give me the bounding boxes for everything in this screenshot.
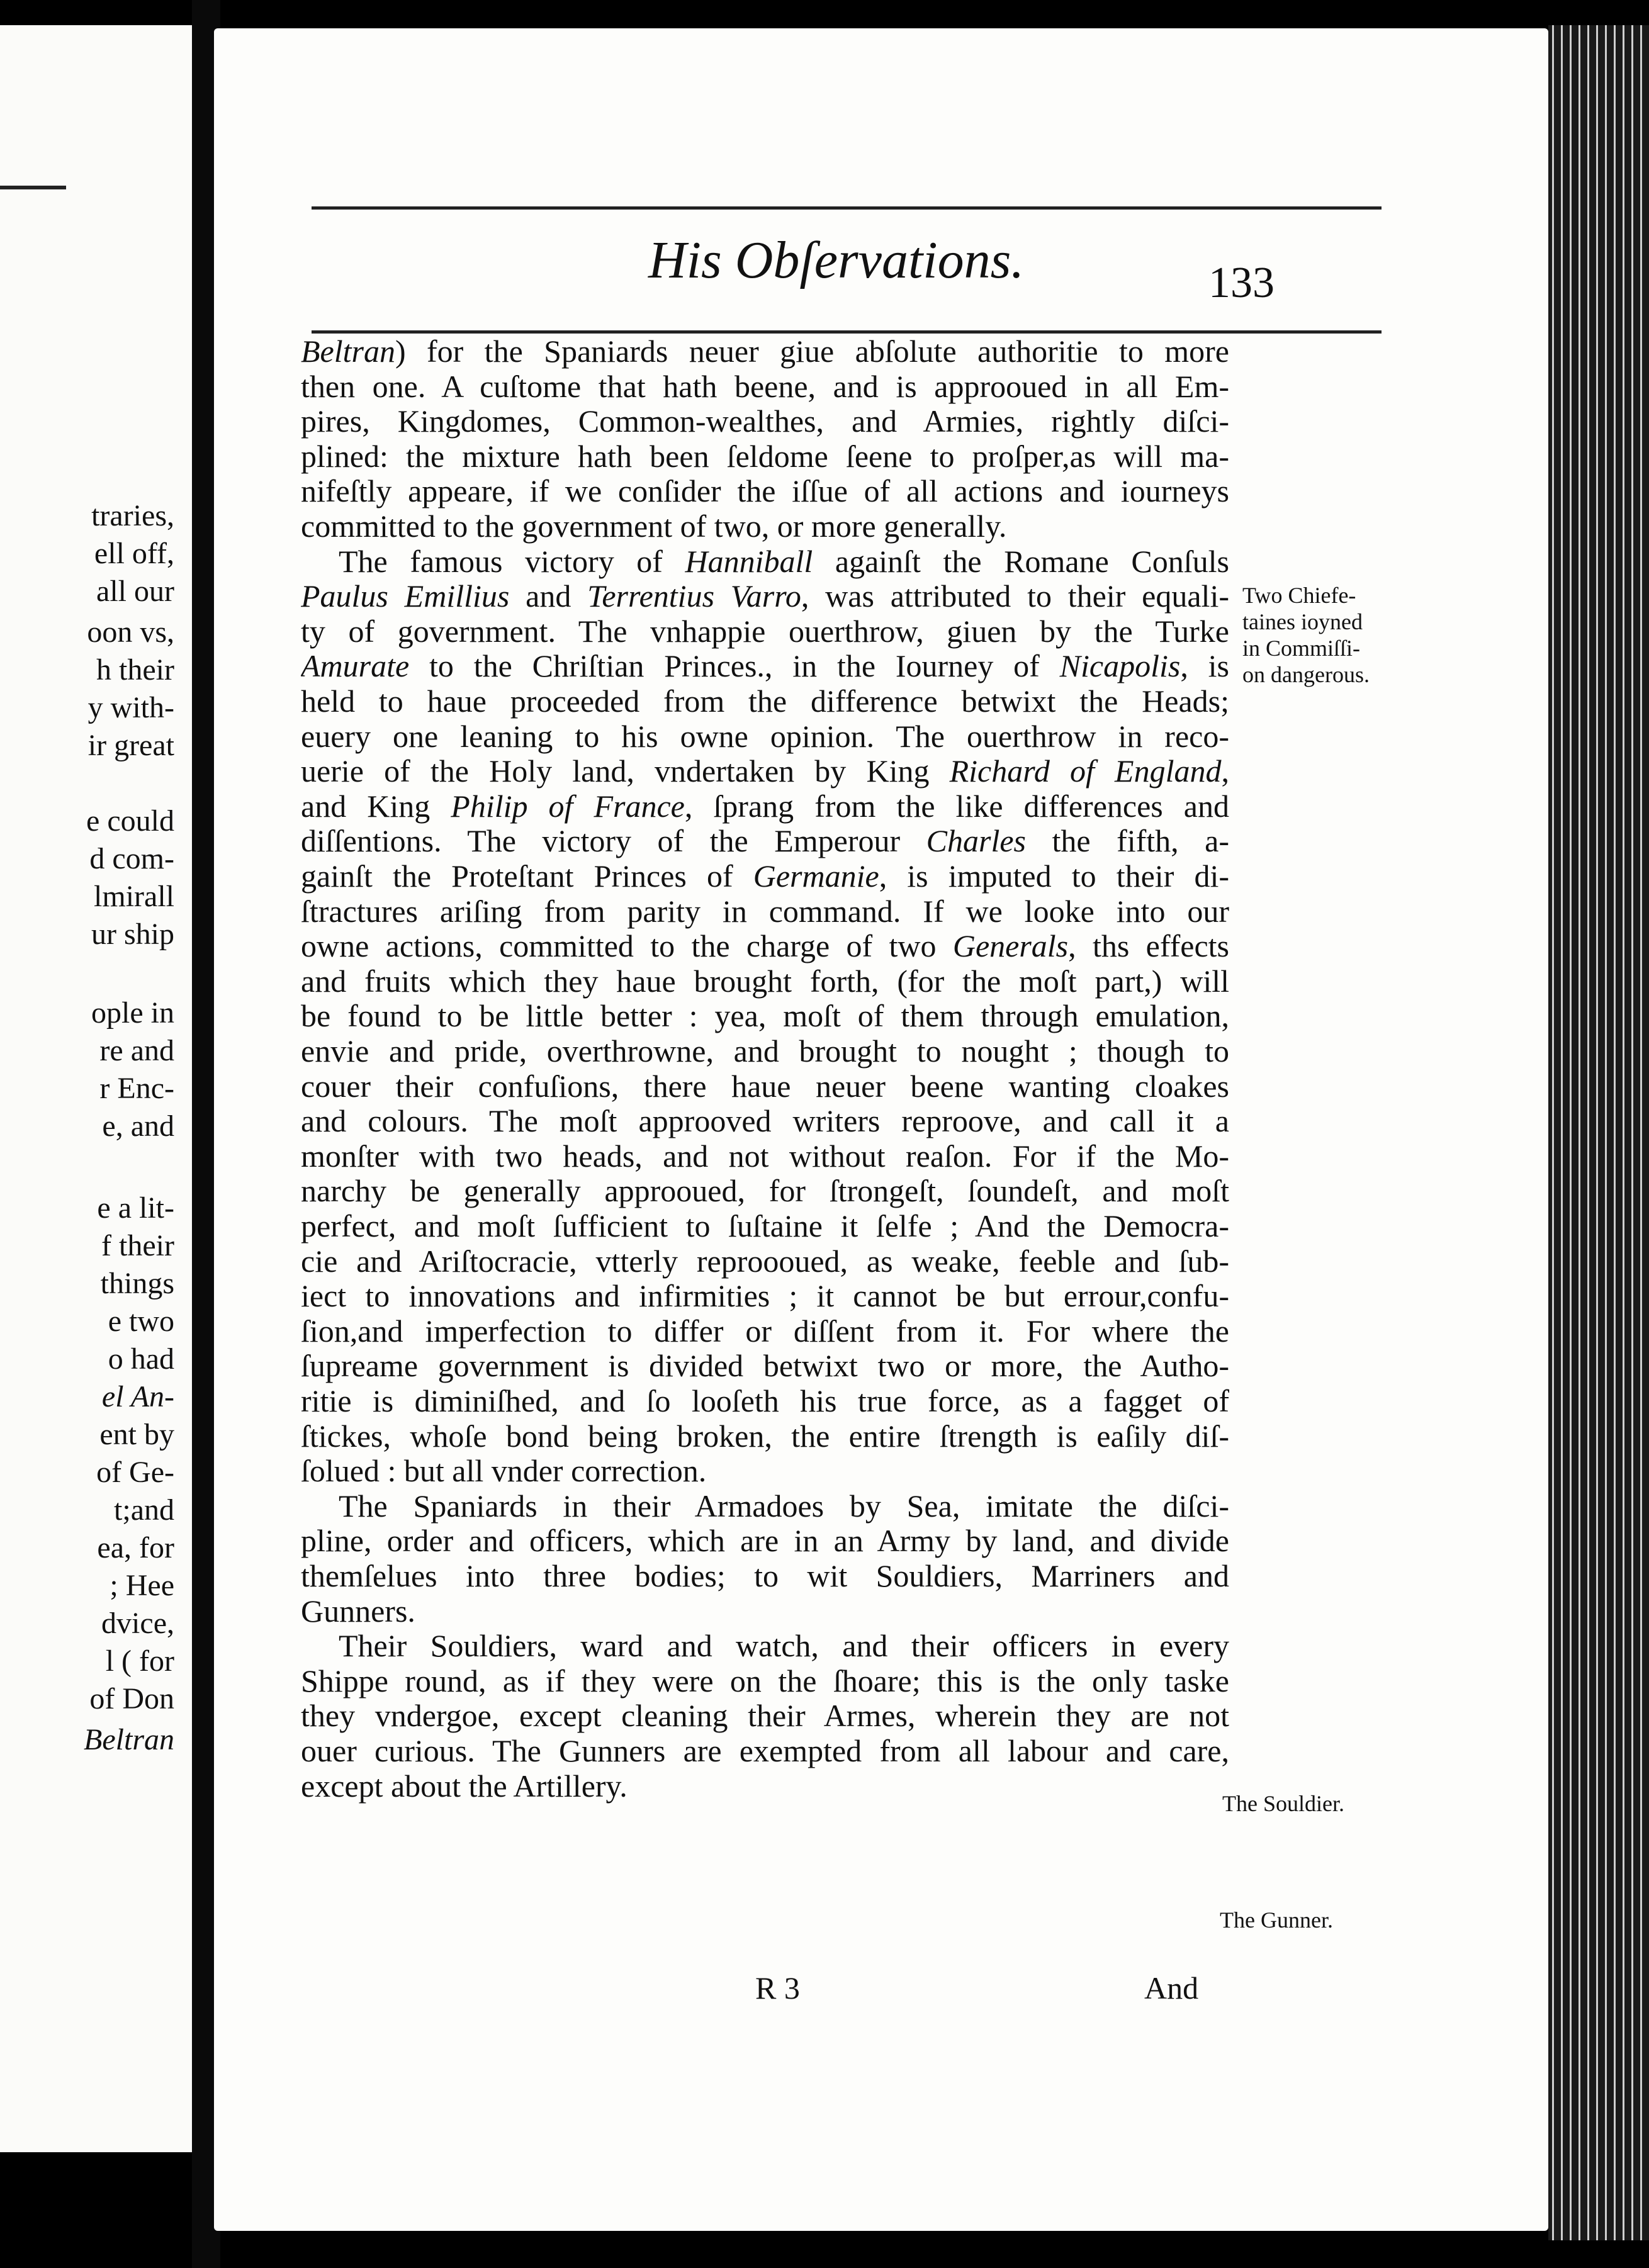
left-page-fragment-text: Beltran xyxy=(84,1723,174,1756)
left-page-fragment xyxy=(101,1605,174,1642)
italic-run: Beltran xyxy=(301,334,395,369)
text-line xyxy=(301,823,1229,858)
left-page-fragment-text: traries, xyxy=(91,499,174,532)
left-page-fragment-text: of Don xyxy=(89,1682,174,1715)
left-page-fragment xyxy=(108,1340,174,1378)
text-line xyxy=(301,1558,1229,1593)
text-run: perfect, and moſt ſufficient to ſuſtaine it ſelfe ; And the Democra- xyxy=(301,1208,1229,1243)
text-run: Their Souldiers, ward and watch, and their officers in every xyxy=(339,1628,1229,1663)
text-run: ſupreame government is divided betwixt two or more, the Autho- xyxy=(301,1348,1229,1383)
left-page-fragment xyxy=(87,614,174,651)
left-page-fragment-text: ur ship xyxy=(91,918,174,951)
text-line xyxy=(301,683,1229,719)
text-line xyxy=(301,1173,1229,1208)
text-line xyxy=(339,544,1229,579)
left-page-fragment-text: things xyxy=(100,1267,174,1300)
text-line xyxy=(301,1523,1229,1558)
text-run: , xyxy=(1221,753,1229,789)
text-run: they vndergoe, except cleaning their Armes, wherein they are not xyxy=(301,1698,1229,1733)
left-page-fragment-text: y with- xyxy=(87,691,174,724)
left-page-fragment xyxy=(110,1567,174,1605)
left-page-fragment xyxy=(89,840,174,878)
italic-run: Hanniball xyxy=(685,544,813,579)
left-page-fragment-text: ir great xyxy=(87,729,174,762)
left-page-fragment xyxy=(91,497,174,535)
text-line xyxy=(301,578,1229,614)
sidenote-line: on dangerous. xyxy=(1242,662,1370,687)
text-run: committed to the government of two, or more generally. xyxy=(301,508,1007,544)
text-line xyxy=(301,789,1229,824)
italic-run: Generals xyxy=(952,928,1069,963)
left-page-fragment xyxy=(101,1265,174,1303)
text-run: then one. A cuſtome that hath beene, and is approoued in all Em- xyxy=(301,369,1229,404)
text-run: ) for the Spaniards neuer giue abſolute authoritie to more xyxy=(395,334,1229,369)
text-line xyxy=(301,473,1229,508)
left-page-fragment-text: l ( for xyxy=(105,1644,174,1678)
text-line xyxy=(301,1313,1229,1349)
left-page-fragment xyxy=(94,878,174,916)
text-line xyxy=(301,614,1229,649)
text-line xyxy=(301,1243,1229,1279)
text-run: to the Chriſtian Princes., in the Iourney of xyxy=(409,648,1060,683)
text-line xyxy=(301,1348,1229,1383)
left-page-fragment xyxy=(114,1491,174,1529)
left-page-fragment-text: t;and xyxy=(114,1493,174,1527)
left-page-fragment xyxy=(108,1303,174,1340)
text-line xyxy=(301,1278,1229,1313)
text-run: nifeſtly appeare, if we conſider the iſſue of all actions and iourneys xyxy=(301,473,1229,508)
text-run: , was attributed to their equali- xyxy=(801,578,1229,614)
left-page-fragment xyxy=(101,1227,174,1265)
text-run: Shippe round, as if they were on the ſhoare; this is the only taske xyxy=(301,1663,1229,1698)
text-run: iect to innovations and infirmities ; it cannot be but errour,confu- xyxy=(301,1278,1229,1313)
italic-run: Germanie xyxy=(753,858,879,894)
left-page-fragment-text: e two xyxy=(108,1305,174,1338)
left-page-fragment-text: lmirall xyxy=(94,880,174,913)
left-page-fragment-text: ; Hee xyxy=(110,1569,174,1602)
left-page-fragment-text: ent by xyxy=(99,1418,174,1451)
left-page-fragment xyxy=(94,535,174,573)
signature-mark: R 3 xyxy=(755,1970,800,2006)
text-run: the fifth, a- xyxy=(1026,823,1229,858)
text-run: pline, order and officers, which are in an Army by land, and divide xyxy=(301,1523,1229,1558)
left-page-fragment xyxy=(102,1108,174,1145)
text-run: owne actions, committed to the charge of two xyxy=(301,928,953,963)
text-line xyxy=(301,1733,1229,1768)
text-line xyxy=(301,1208,1229,1243)
text-run: narchy be generally approoued, for ſtrongeſt, ſoundeſt, and moſt xyxy=(301,1173,1229,1208)
text-line xyxy=(301,1103,1229,1138)
text-run: diſſentions. The victory of the Emperour xyxy=(301,823,926,858)
text-run: ſolued : but all vnder correction. xyxy=(301,1453,707,1488)
left-page-fragment-text: ea, for xyxy=(97,1531,174,1564)
left-page-fragment-text: re and xyxy=(99,1034,174,1067)
page-number: 133 xyxy=(1208,259,1275,307)
text-run: gainſt the Proteſtant Princes of xyxy=(301,858,753,894)
left-page-fragment-text: oon vs, xyxy=(87,615,174,649)
text-line xyxy=(301,403,1229,439)
left-page-fragment-text: el An- xyxy=(101,1380,174,1413)
text-run: ty of government. The vnhappie ouerthrow, giuen by the Turke xyxy=(301,614,1229,649)
left-page-fragment xyxy=(91,916,174,953)
running-head: His Obſervations. xyxy=(648,231,1025,289)
text-line xyxy=(301,369,1229,404)
left-page-fragment xyxy=(88,727,174,765)
text-line xyxy=(301,753,1229,789)
sidenote-gunner xyxy=(1220,1907,1333,1933)
left-facing-page xyxy=(0,25,192,2152)
text-run: ouer curious. The Gunners are exempted from all labour and care, xyxy=(301,1733,1229,1768)
sidenote-line: in Commiſſi- xyxy=(1242,636,1361,661)
text-run: ſtractures ariſing from parity in command. If we looke into our xyxy=(301,894,1229,929)
text-run: monſter with two heads, and not without reaſon. For if the Mo- xyxy=(301,1138,1229,1174)
text-line xyxy=(301,508,1229,544)
text-run: ſtickes, whoſe bond being broken, the entire ſtrength is eaſily diſ- xyxy=(301,1418,1229,1454)
left-page-fragment xyxy=(84,1721,174,1759)
left-page-fragment-text: dvice, xyxy=(101,1607,174,1640)
text-line xyxy=(301,1698,1229,1733)
text-line xyxy=(301,334,1229,369)
text-run: The Spaniards in their Armadoes by Sea, imitate the diſci- xyxy=(339,1488,1229,1524)
left-page-fragment-text: of Ge- xyxy=(96,1456,174,1489)
text-line xyxy=(301,998,1229,1033)
text-run: cie and Ariſtocracie, vtterly reproooued, as weake, feeble and ſub- xyxy=(301,1243,1229,1279)
text-line xyxy=(301,439,1229,474)
text-run: ritie is diminiſhed, and ſo looſeth his true force, as a fagget of xyxy=(301,1383,1229,1418)
text-line xyxy=(301,1033,1229,1069)
italic-run: Philip of France xyxy=(451,789,685,824)
left-page-fragment xyxy=(91,994,174,1032)
left-page-fragment xyxy=(86,802,174,840)
left-page-fragment-text: e could xyxy=(86,804,174,838)
text-line xyxy=(301,894,1229,929)
sidenote-two-chieftaines xyxy=(1242,582,1370,688)
text-run: and King xyxy=(301,789,451,824)
italic-run: Richard of England xyxy=(949,753,1222,789)
left-page-fragment xyxy=(89,1680,174,1718)
left-page-fragment xyxy=(97,1189,174,1227)
left-page-fragment-text: e a lit- xyxy=(97,1191,174,1225)
left-page-rule xyxy=(0,186,66,189)
text-line xyxy=(301,1069,1229,1104)
left-page-fragment xyxy=(96,573,174,610)
text-line xyxy=(301,1768,1229,1804)
sidenote-line: taines ioyned xyxy=(1242,609,1363,634)
italic-run: Charles xyxy=(926,823,1027,858)
sidenote-line: The Souldier. xyxy=(1222,1791,1344,1816)
text-run: , ths effects xyxy=(1068,928,1229,963)
text-line xyxy=(301,1593,1229,1629)
left-page-fragment xyxy=(96,1454,174,1491)
sidenote-line: Two Chiefe- xyxy=(1242,583,1356,608)
header-top-rule xyxy=(312,206,1382,210)
text-run: and colours. The moſt approoved writers reproove, and call it a xyxy=(301,1103,1229,1138)
text-line xyxy=(301,1138,1229,1174)
text-line xyxy=(301,963,1229,999)
text-run: euery one leaning to his owne opinion. The ouerthrow in reco- xyxy=(301,719,1229,754)
text-run: againſt the Romane Conſuls xyxy=(813,544,1229,579)
left-page-fragment xyxy=(99,1070,174,1108)
italic-run: Terrentius Varro xyxy=(587,578,801,614)
text-run: uerie of the Holy land, vndertaken by King xyxy=(301,753,950,789)
text-line xyxy=(301,1453,1229,1488)
text-line xyxy=(339,1628,1229,1663)
text-run: except about the Artillery. xyxy=(301,1768,628,1804)
text-run: The famous victory of xyxy=(339,544,685,579)
text-run: plined: the mixture hath been ſeldome ſeene to proſper,as will ma- xyxy=(301,439,1229,474)
left-page-fragment-text: f their xyxy=(101,1229,174,1262)
text-line xyxy=(301,1418,1229,1454)
left-page-fragment xyxy=(102,1378,174,1416)
left-page-fragment xyxy=(106,1642,174,1680)
catchword: And xyxy=(1144,1970,1199,2006)
sidenote-line: The Gunner. xyxy=(1220,1907,1333,1933)
page-edges xyxy=(1548,25,1649,2240)
text-run: , is imputed to their di- xyxy=(879,858,1229,894)
text-run: , ſprang from the like differences and xyxy=(684,789,1229,824)
text-run: themſelues into three bodies; to wit Souldiers, Marriners and xyxy=(301,1558,1229,1593)
left-page-fragment xyxy=(99,1416,174,1454)
text-run: and fruits which they haue brought forth, (for the moſt part,) will xyxy=(301,963,1229,999)
italic-run: Paulus Emillius xyxy=(301,578,510,614)
text-run: pires, Kingdomes, Common-wealthes, and Armies, rightly diſci- xyxy=(301,403,1229,439)
text-line xyxy=(301,858,1229,894)
italic-run: Nicapolis xyxy=(1059,648,1181,683)
text-line xyxy=(301,1663,1229,1698)
text-run: ſion,and imperfection to differ or diſſent from it. For where the xyxy=(301,1313,1229,1349)
text-line xyxy=(339,1488,1229,1524)
text-line xyxy=(301,928,1229,963)
left-page-fragment-text: ople in xyxy=(91,996,174,1030)
text-run: be found to be little better : yea, moſt of them through emulation, xyxy=(301,998,1229,1033)
left-page-fragment-text: r Enc- xyxy=(99,1072,174,1105)
text-run: , is xyxy=(1180,648,1229,683)
left-page-fragment-text: ell off, xyxy=(94,537,174,570)
left-page-fragment xyxy=(96,651,174,689)
left-page-fragment-text: all our xyxy=(96,575,174,608)
sidenote-souldier xyxy=(1222,1790,1344,1817)
text-run: and xyxy=(509,578,588,614)
italic-run: Amurate xyxy=(301,648,410,683)
left-page-fragment-text: d com- xyxy=(89,842,174,875)
text-run: couer their confuſions, there haue neuer beene wanting cloakes xyxy=(301,1069,1229,1104)
text-line xyxy=(301,719,1229,754)
text-run: Gunners. xyxy=(301,1593,415,1629)
text-run: held to haue proceeded from the difference betwixt the Heads; xyxy=(301,683,1229,719)
left-page-fragment xyxy=(97,1529,174,1567)
text-run: envie and pride, overthrowne, and brought to nought ; though to xyxy=(301,1033,1229,1069)
left-page-fragment xyxy=(99,1032,174,1070)
left-page-fragment-text: e, and xyxy=(102,1109,174,1143)
left-page-fragment xyxy=(88,689,174,727)
left-page-fragment-text: h their xyxy=(96,653,174,687)
text-line xyxy=(301,1383,1229,1418)
text-line xyxy=(301,648,1229,683)
left-page-fragment-text: o had xyxy=(108,1342,174,1376)
